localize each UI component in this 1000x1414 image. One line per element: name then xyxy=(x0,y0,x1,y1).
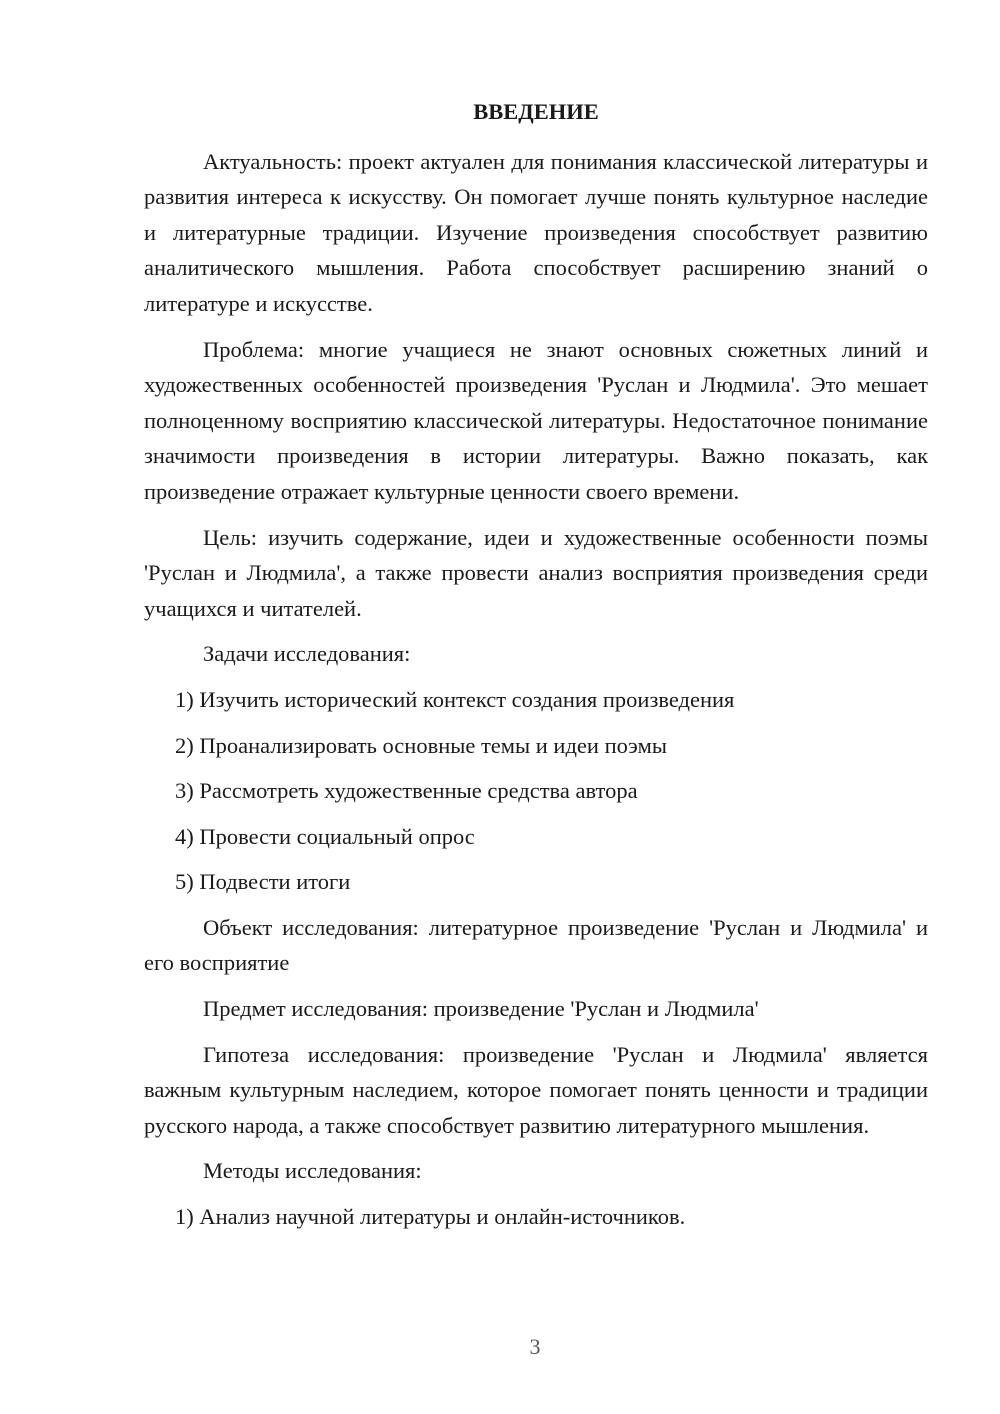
page-number: 3 xyxy=(529,1334,541,1359)
task-item: 5) Подвести итоги xyxy=(175,869,351,895)
page-content xyxy=(144,94,928,1245)
section-title: ВВЕДЕНИЕ xyxy=(473,99,599,124)
problem-paragraph: Проблема: многие учащиеся не знают основных сюжетных линий и художественных особенностей произведения 'Руслан и Людмила'. Это мешает полноценному восприятию классической литературы. Недостаточное понимание значимости произведения в истории литературы. Важно показать, как произведение отражает культурные ценности своего времени. xyxy=(144,336,928,504)
task-item: 1) Изучить исторический контекст создания произведения xyxy=(175,686,735,712)
relevance-paragraph: Актуальность: проект актуален для понимания классической литературы и развития интереса к искусству. Он помогает лучше понять культурное наследие и литературные традиции. Изучение произведения способствует развитию аналитического мышления. Работа способствует расширению знаний о литературе и искусстве. xyxy=(144,148,928,316)
tasks-heading: Задачи исследования: xyxy=(203,641,411,667)
hypothesis-paragraph: Гипотеза исследования: произведение 'Руслан и Людмила' является важным культурным наследием, которое помогает понять ценности и традиции русского народа, а также способствует развитию литературного мышления. xyxy=(144,1041,928,1138)
task-item: 3) Рассмотреть художественные средства автора xyxy=(175,778,638,804)
method-item: 1) Анализ научной литературы и онлайн-источников. xyxy=(175,1204,686,1230)
goal-paragraph: Цель: изучить содержание, идеи и художественные особенности поэмы 'Руслан и Людмила', а также провести анализ восприятия произведения среди учащихся и читателей. xyxy=(144,524,928,621)
object-paragraph: Объект исследования: литературное произведение 'Руслан и Людмила' и его восприятие xyxy=(144,914,928,976)
task-item: 4) Провести социальный опрос xyxy=(175,823,475,849)
methods-heading: Методы исследования: xyxy=(203,1158,422,1184)
task-item: 2) Проанализировать основные темы и идеи поэмы xyxy=(175,732,667,758)
subject-paragraph: Предмет исследования: произведение 'Руслан и Людмила' xyxy=(203,996,759,1022)
